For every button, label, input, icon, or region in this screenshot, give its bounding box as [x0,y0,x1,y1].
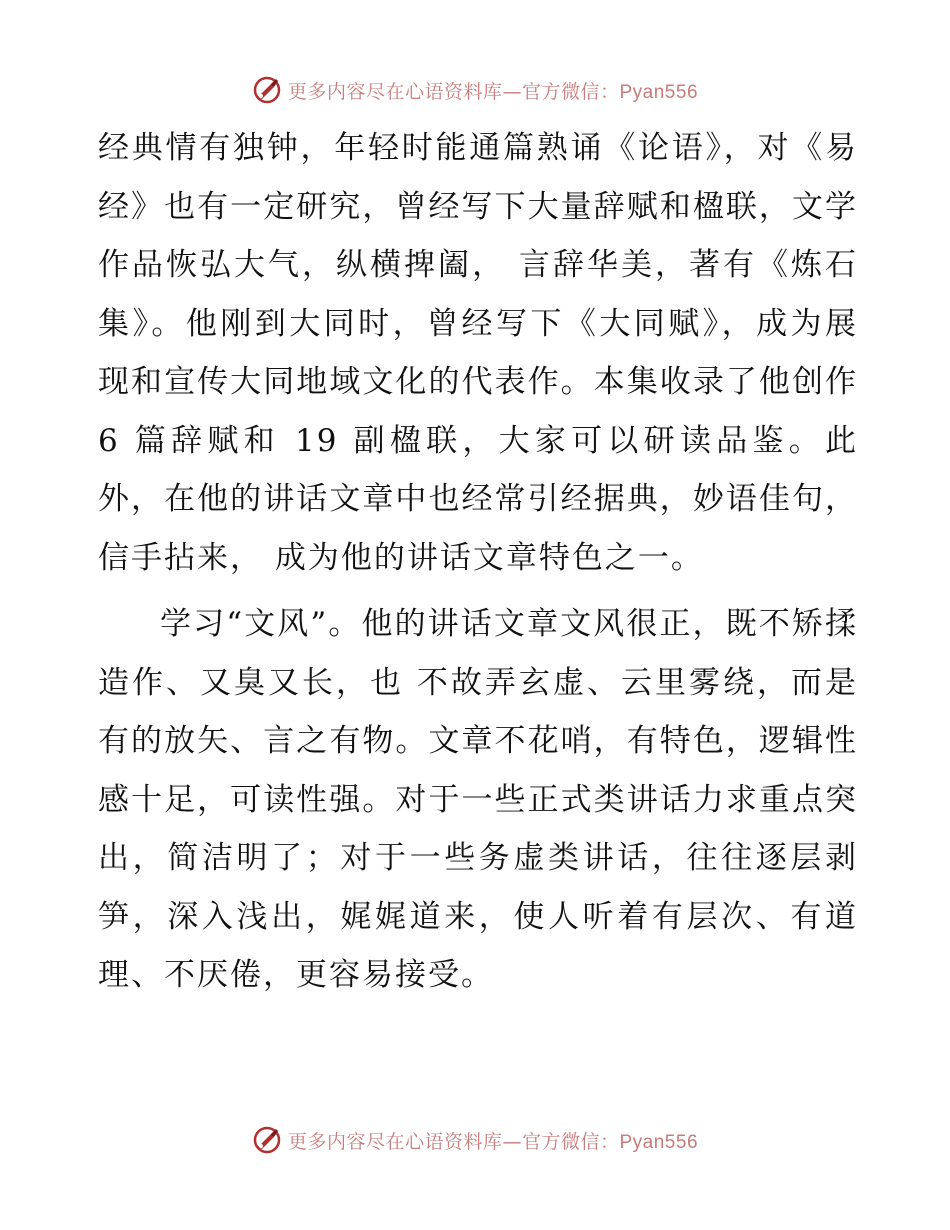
logo-icon [252,1125,282,1155]
header-watermark [0,70,950,110]
paragraph-1: 经典情有独钟，年轻时能通篇熟诵《论语》，对《易经》也有一定研究，曾经写下大量辞赋和楹联，文学作品恢弘大气，纵横捭阖， 言辞华美，著有《炼石集》。他刚到大同时，曾经写下《大同赋》，成为展现和宣传大同地域文化的代表作。本集收录了他创作 6 篇辞赋和 19 副楹联，大家可以研读品鉴。此外，在他的讲话文章中也经常引经据典，妙语佳句，信手拈来， 成为他的讲话文章特色之一。 [98,130,858,576]
paragraph-2: 学习“文风”。他的讲话文章文风很正，既不矫揉造作、又臭又长，也 不故弄玄虚、云里雾绕，而是有的放矢、言之有物。文章不花哨，有特色，逻辑性感十足，可读性强。对于一些正式类讲话力求重点突出，简洁明了；对于一些务虚类讲话，往往逐层剥笋，深入浅出，娓娓道来，使人听着有层次、有道理、不厌倦，更容易接受。 [98,606,858,993]
watermark-text: 更多内容尽在心语资料库—官方微信：Pyan556 [287,80,699,103]
document-body [98,119,858,1005]
footer-watermark [0,1120,950,1160]
watermark-text: 更多内容尽在心语资料库—官方微信：Pyan556 [287,1130,699,1153]
logo-icon [252,75,282,105]
